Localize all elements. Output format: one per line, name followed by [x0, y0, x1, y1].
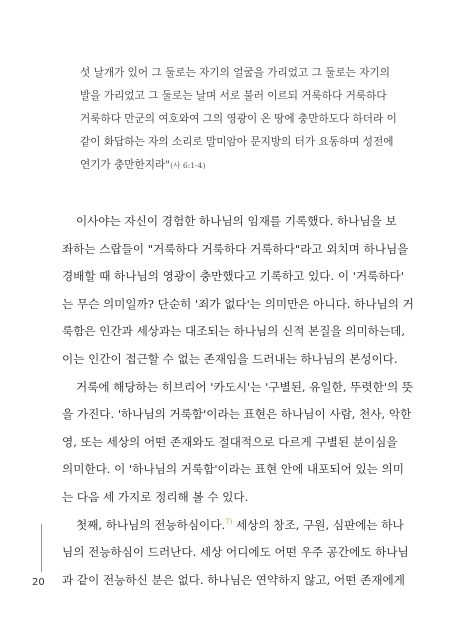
paragraph-line: 경배할 때 하나님의 영광이 충만했다고 기록하고 있다. 이 '거룩하다': [62, 269, 404, 284]
quote-line-last: [80, 154, 385, 177]
paragraph-line: 는 무슨 의미일까? 단순히 '죄가 없다'는 의미만은 아니다. 하나님의 거: [62, 296, 414, 311]
paragraph-line: 영, 또는 세상의 어떤 존재와도 절대적으로 다르게 구별된 분이심을: [62, 434, 398, 449]
footnote-marker[interactable]: 7): [225, 517, 233, 526]
paragraph-line: 이는 인간이 접근할 수 없는 존재임을 드러내는 하나님의 본성이다.: [62, 351, 398, 366]
paragraph-line: 을 가진다. '하나님의 거룩함'이라는 표현은 하나님이 사람, 천사, 악한: [62, 407, 412, 422]
paragraph-text: 세상의 창조, 구원, 심판에는 하나: [232, 517, 404, 532]
scripture-quote: [80, 62, 397, 177]
paragraph-line: 의미한다. 이 '하나님의 거룩함'이라는 표현 안에 내포되어 있는 의미: [62, 462, 404, 477]
body-text: [62, 208, 414, 594]
paragraph-line: 님의 전능하심이 드러난다. 세상 어디에도 어떤 우주 공간에도 하나님: [62, 545, 409, 560]
paragraph-line: 거룩에 해당하는 히브리어 '카도시'는 '구별된, 유일한, 뚜렷한'의 뜻: [76, 379, 414, 394]
quote-line: 같이 화답하는 자의 소리로 말미암아 문지방의 터가 요동하며 성전에: [80, 136, 394, 148]
quote-line: 연기가 충만한지라": [80, 159, 171, 171]
quote-citation: (사 6:1-4): [170, 161, 206, 170]
paragraph-line: 는 다음 세 가지로 정리해 볼 수 있다.: [62, 489, 249, 504]
quote-line: 발을 가리었고 그 둘로는 날며 서로 불러 이르되 거룩하다 거룩하다: [80, 90, 387, 102]
quote-line: 거룩하다 만군의 여호와여 그의 영광이 온 땅에 충만하도다 하더라 이: [80, 113, 397, 125]
paragraph-line: 과 같이 전능하신 분은 없다. 하나님은 연약하지 않고, 어떤 존재에게: [62, 572, 405, 587]
quote-line: 섯 날개가 있어 그 둘로는 자기의 얼굴을 가리었고 그 둘로는 자기의: [80, 67, 390, 79]
paragraph-line: 이사야는 자신이 경험한 하나님의 임재를 기록했다. 하나님을 보: [76, 214, 397, 228]
margin-rule: [41, 524, 42, 572]
paragraph-line: 룩함은 인간과 세상과는 대조되는 하나님의 신적 본질을 의미하는데,: [62, 324, 406, 339]
paragraph-text: 첫째, 하나님의 전능하심이다.: [76, 517, 226, 532]
paragraph-line: 좌하는 스랍들이 "거룩하다 거룩하다 거룩하다"라고 외치며 하나님을: [62, 241, 409, 256]
page-number: 20: [32, 577, 45, 588]
paragraph-line: [62, 512, 404, 540]
